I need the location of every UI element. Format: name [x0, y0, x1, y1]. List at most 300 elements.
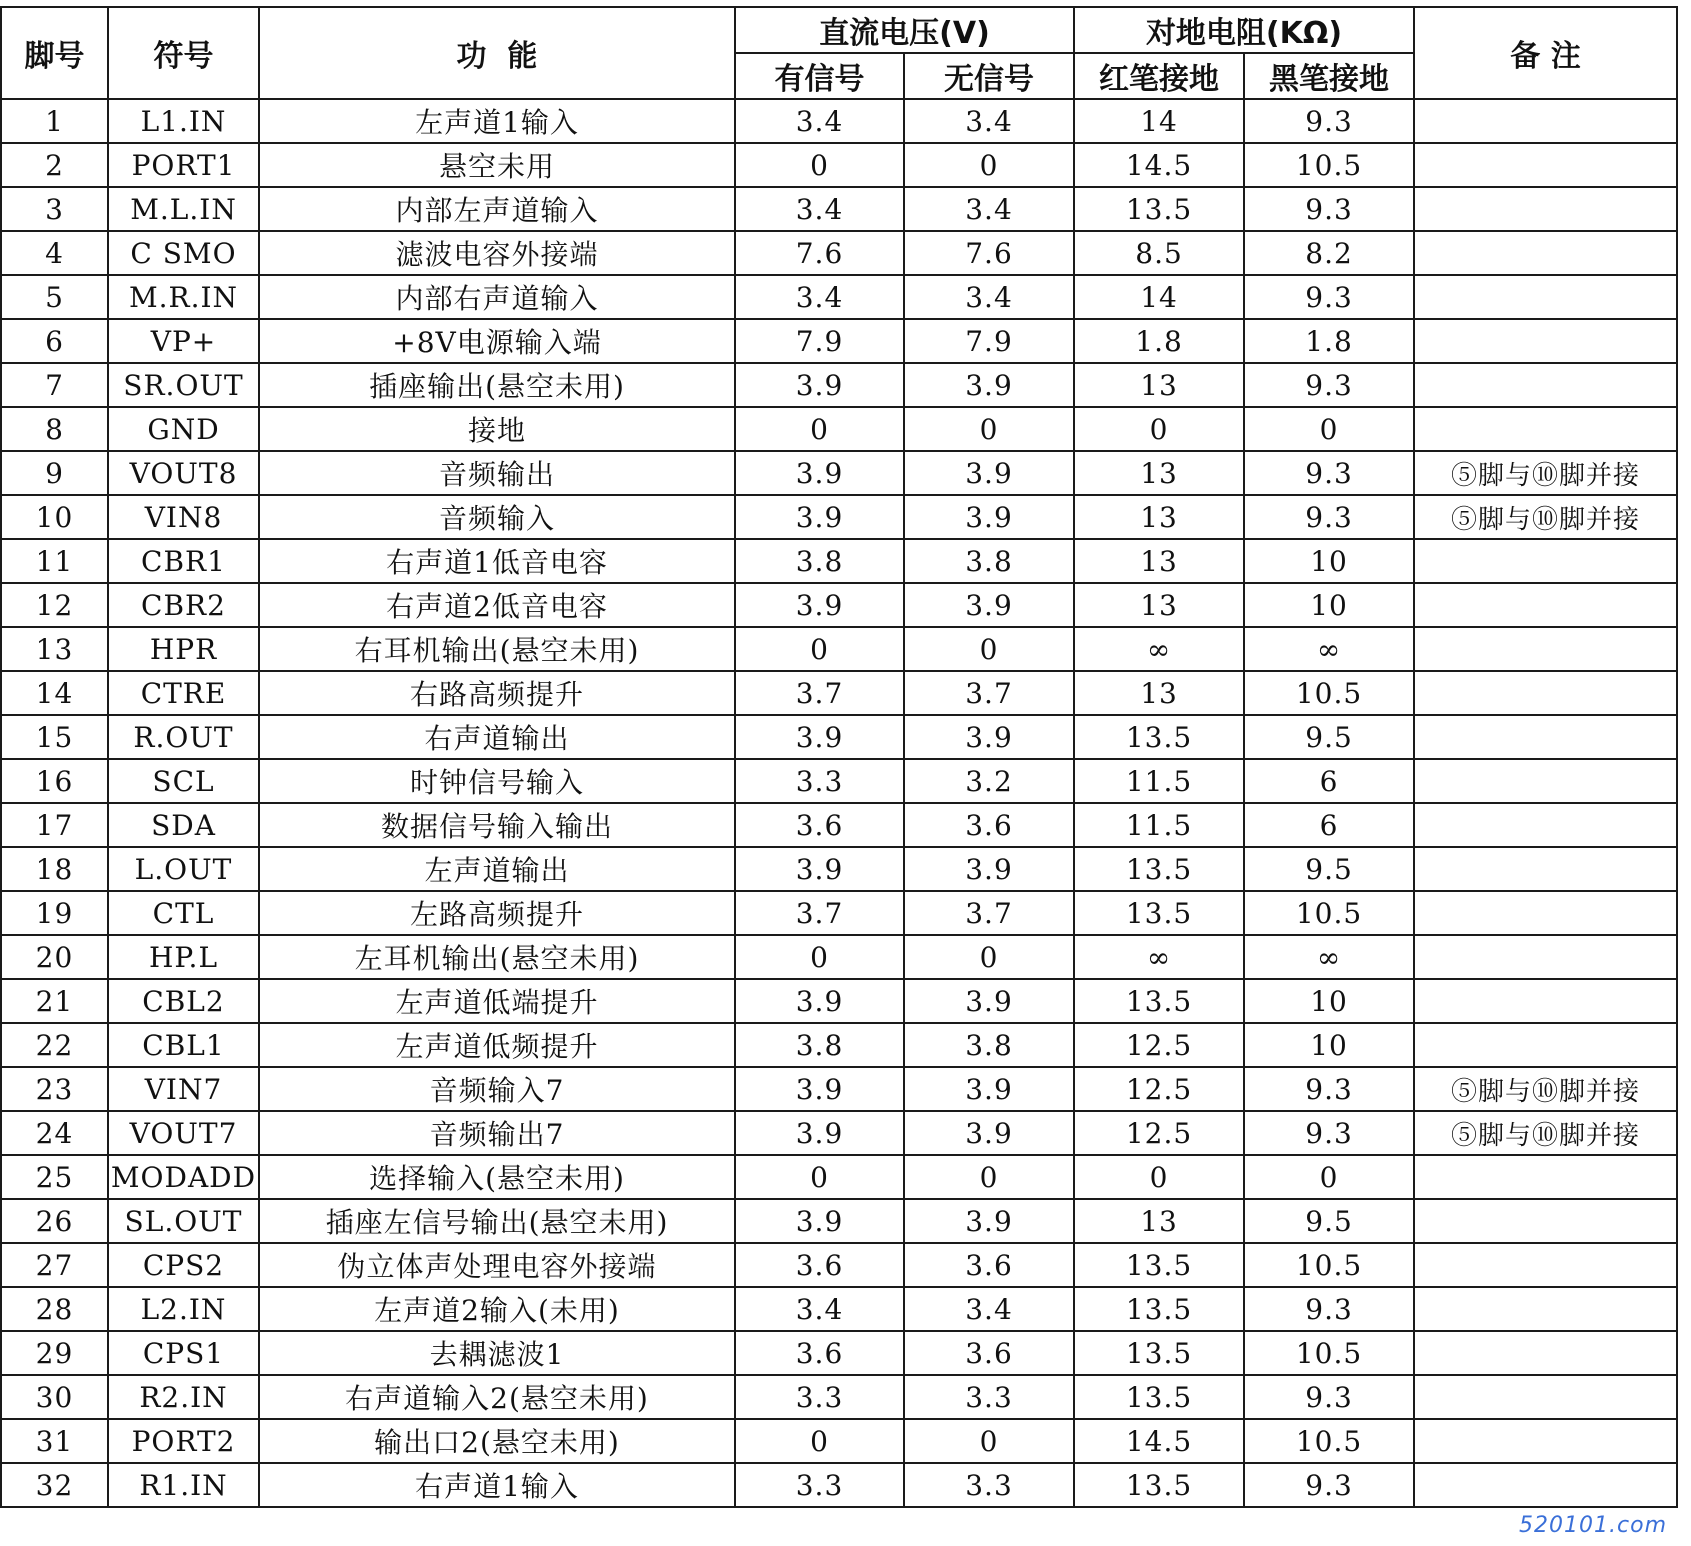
header-red-probe-ground: 红笔接地: [1074, 53, 1244, 99]
cell-pin: 25: [1, 1155, 108, 1199]
cell-symbol: R2.IN: [108, 1375, 259, 1419]
cell-resistance-red-probe: 14: [1074, 275, 1244, 319]
cell-remark: [1414, 891, 1677, 935]
cell-remark: ⑤脚与⑩脚并接: [1414, 1067, 1677, 1111]
cell-function: 右路高频提升: [259, 671, 735, 715]
table-row: [1, 1023, 1677, 1067]
cell-resistance-red-probe: 13: [1074, 583, 1244, 627]
cell-resistance-black-probe: 10.5: [1244, 891, 1414, 935]
cell-pin: 19: [1, 891, 108, 935]
table-row: [1, 231, 1677, 275]
cell-function: 左声道低频提升: [259, 1023, 735, 1067]
cell-symbol: L1.IN: [108, 99, 259, 143]
header-pin: 脚号: [1, 7, 108, 99]
cell-symbol: VIN8: [108, 495, 259, 539]
cell-voltage-with-signal: 3.9: [735, 451, 904, 495]
cell-resistance-black-probe: 6: [1244, 803, 1414, 847]
cell-symbol: SDA: [108, 803, 259, 847]
cell-resistance-black-probe: 10: [1244, 1023, 1414, 1067]
cell-remark: [1414, 1419, 1677, 1463]
cell-remark: [1414, 1243, 1677, 1287]
cell-function: 右声道2低音电容: [259, 583, 735, 627]
cell-function: 内部左声道输入: [259, 187, 735, 231]
header-ground-resistance: 对地电阻(KΩ): [1074, 7, 1414, 53]
cell-voltage-without-signal: 0: [904, 143, 1074, 187]
cell-resistance-black-probe: 1.8: [1244, 319, 1414, 363]
cell-pin: 23: [1, 1067, 108, 1111]
cell-voltage-with-signal: 3.4: [735, 1287, 904, 1331]
cell-resistance-black-probe: 9.3: [1244, 275, 1414, 319]
cell-remark: [1414, 1287, 1677, 1331]
cell-pin: 7: [1, 363, 108, 407]
cell-voltage-without-signal: 3.4: [904, 1287, 1074, 1331]
cell-pin: 14: [1, 671, 108, 715]
cell-voltage-with-signal: 7.6: [735, 231, 904, 275]
cell-resistance-black-probe: 9.5: [1244, 1199, 1414, 1243]
cell-resistance-black-probe: 10.5: [1244, 1243, 1414, 1287]
cell-symbol: SCL: [108, 759, 259, 803]
cell-voltage-without-signal: 0: [904, 935, 1074, 979]
table-row: [1, 1243, 1677, 1287]
cell-function: 右声道输出: [259, 715, 735, 759]
pin-data-table: [0, 6, 1678, 1508]
cell-resistance-red-probe: 13: [1074, 671, 1244, 715]
cell-voltage-without-signal: 3.9: [904, 715, 1074, 759]
cell-voltage-with-signal: 3.6: [735, 803, 904, 847]
cell-voltage-without-signal: 3.3: [904, 1463, 1074, 1507]
header-with-signal: 有信号: [735, 53, 904, 99]
cell-resistance-red-probe: 12.5: [1074, 1023, 1244, 1067]
cell-symbol: C SMO: [108, 231, 259, 275]
cell-voltage-without-signal: 3.8: [904, 539, 1074, 583]
cell-pin: 3: [1, 187, 108, 231]
cell-voltage-without-signal: 3.4: [904, 275, 1074, 319]
cell-remark: [1414, 1199, 1677, 1243]
cell-voltage-with-signal: 3.4: [735, 275, 904, 319]
table-row: [1, 1067, 1677, 1111]
table-row: [1, 495, 1677, 539]
cell-remark: [1414, 407, 1677, 451]
cell-resistance-black-probe: 9.3: [1244, 99, 1414, 143]
cell-resistance-black-probe: 9.3: [1244, 451, 1414, 495]
cell-voltage-with-signal: 3.4: [735, 187, 904, 231]
cell-function: 右声道输入2(悬空未用): [259, 1375, 735, 1419]
cell-resistance-red-probe: 13.5: [1074, 1375, 1244, 1419]
cell-symbol: M.R.IN: [108, 275, 259, 319]
cell-voltage-without-signal: 0: [904, 1419, 1074, 1463]
cell-voltage-with-signal: 3.3: [735, 1375, 904, 1419]
cell-pin: 2: [1, 143, 108, 187]
cell-pin: 27: [1, 1243, 108, 1287]
cell-symbol: CBL1: [108, 1023, 259, 1067]
cell-remark: [1414, 935, 1677, 979]
table-header: [1, 7, 1677, 99]
cell-voltage-with-signal: 3.9: [735, 979, 904, 1023]
cell-symbol: M.L.IN: [108, 187, 259, 231]
cell-voltage-with-signal: 3.9: [735, 363, 904, 407]
cell-voltage-without-signal: 3.9: [904, 847, 1074, 891]
cell-voltage-with-signal: 3.9: [735, 1067, 904, 1111]
cell-voltage-without-signal: 3.2: [904, 759, 1074, 803]
cell-pin: 10: [1, 495, 108, 539]
cell-resistance-red-probe: 13.5: [1074, 979, 1244, 1023]
cell-function: 右耳机输出(悬空未用): [259, 627, 735, 671]
cell-symbol: CBR1: [108, 539, 259, 583]
cell-voltage-without-signal: 7.9: [904, 319, 1074, 363]
table-row: [1, 1331, 1677, 1375]
cell-resistance-red-probe: 13.5: [1074, 1463, 1244, 1507]
cell-function: 去耦滤波1: [259, 1331, 735, 1375]
cell-remark: [1414, 847, 1677, 891]
cell-remark: [1414, 715, 1677, 759]
cell-voltage-without-signal: 0: [904, 627, 1074, 671]
cell-voltage-with-signal: 0: [735, 935, 904, 979]
cell-function: 数据信号输入输出: [259, 803, 735, 847]
cell-resistance-red-probe: 14.5: [1074, 1419, 1244, 1463]
cell-resistance-black-probe: 9.3: [1244, 1111, 1414, 1155]
cell-resistance-black-probe: ∞: [1244, 627, 1414, 671]
cell-pin: 16: [1, 759, 108, 803]
cell-resistance-black-probe: 10.5: [1244, 1331, 1414, 1375]
cell-symbol: VP+: [108, 319, 259, 363]
cell-remark: [1414, 363, 1677, 407]
cell-resistance-red-probe: 13.5: [1074, 715, 1244, 759]
header-dc-voltage: 直流电压(V): [735, 7, 1074, 53]
cell-voltage-without-signal: 3.6: [904, 1331, 1074, 1375]
cell-resistance-red-probe: 13.5: [1074, 891, 1244, 935]
cell-resistance-black-probe: 9.3: [1244, 1463, 1414, 1507]
cell-remark: [1414, 143, 1677, 187]
table-row: [1, 583, 1677, 627]
cell-voltage-without-signal: 3.9: [904, 1067, 1074, 1111]
cell-resistance-black-probe: 10.5: [1244, 1419, 1414, 1463]
cell-resistance-red-probe: 11.5: [1074, 803, 1244, 847]
cell-voltage-without-signal: 0: [904, 407, 1074, 451]
cell-symbol: PORT2: [108, 1419, 259, 1463]
cell-symbol: L2.IN: [108, 1287, 259, 1331]
cell-function: 内部右声道输入: [259, 275, 735, 319]
cell-pin: 31: [1, 1419, 108, 1463]
cell-pin: 21: [1, 979, 108, 1023]
cell-voltage-with-signal: 7.9: [735, 319, 904, 363]
cell-function: 左耳机输出(悬空未用): [259, 935, 735, 979]
cell-resistance-black-probe: 10: [1244, 979, 1414, 1023]
table-row: [1, 1463, 1677, 1507]
cell-function: 输出口2(悬空未用): [259, 1419, 735, 1463]
table-row: [1, 847, 1677, 891]
cell-resistance-red-probe: 1.8: [1074, 319, 1244, 363]
cell-symbol: HPR: [108, 627, 259, 671]
cell-voltage-without-signal: 3.9: [904, 1111, 1074, 1155]
cell-resistance-black-probe: 9.3: [1244, 363, 1414, 407]
cell-resistance-black-probe: 8.2: [1244, 231, 1414, 275]
header-function: 功 能: [259, 7, 735, 99]
cell-resistance-black-probe: 9.3: [1244, 1287, 1414, 1331]
cell-resistance-red-probe: 12.5: [1074, 1067, 1244, 1111]
cell-function: 音频输入: [259, 495, 735, 539]
cell-function: 音频输入7: [259, 1067, 735, 1111]
table-row: [1, 187, 1677, 231]
cell-voltage-without-signal: 3.7: [904, 671, 1074, 715]
cell-resistance-red-probe: 13.5: [1074, 847, 1244, 891]
cell-voltage-without-signal: 3.8: [904, 1023, 1074, 1067]
cell-voltage-with-signal: 0: [735, 143, 904, 187]
cell-resistance-black-probe: 9.3: [1244, 1067, 1414, 1111]
cell-resistance-red-probe: 12.5: [1074, 1111, 1244, 1155]
table-row: [1, 759, 1677, 803]
cell-voltage-with-signal: 3.9: [735, 847, 904, 891]
cell-voltage-with-signal: 3.6: [735, 1243, 904, 1287]
table-row: [1, 363, 1677, 407]
cell-pin: 13: [1, 627, 108, 671]
cell-resistance-black-probe: 6: [1244, 759, 1414, 803]
cell-voltage-with-signal: 3.6: [735, 1331, 904, 1375]
cell-remark: [1414, 1331, 1677, 1375]
cell-voltage-with-signal: 3.9: [735, 495, 904, 539]
cell-pin: 9: [1, 451, 108, 495]
cell-symbol: VIN7: [108, 1067, 259, 1111]
cell-voltage-without-signal: 3.9: [904, 451, 1074, 495]
cell-symbol: CTRE: [108, 671, 259, 715]
cell-voltage-without-signal: 3.9: [904, 1199, 1074, 1243]
cell-voltage-with-signal: 3.7: [735, 671, 904, 715]
table-row: [1, 1199, 1677, 1243]
cell-voltage-without-signal: 3.9: [904, 495, 1074, 539]
cell-resistance-red-probe: 0: [1074, 407, 1244, 451]
cell-function: 插座输出(悬空未用): [259, 363, 735, 407]
cell-symbol: L.OUT: [108, 847, 259, 891]
cell-function: 左声道1输入: [259, 99, 735, 143]
cell-remark: [1414, 231, 1677, 275]
cell-voltage-with-signal: 0: [735, 627, 904, 671]
cell-resistance-red-probe: 13.5: [1074, 1243, 1244, 1287]
table-row: [1, 1375, 1677, 1419]
cell-resistance-red-probe: ∞: [1074, 935, 1244, 979]
table-row: [1, 143, 1677, 187]
table-row: [1, 99, 1677, 143]
header-remark: 备 注: [1414, 7, 1677, 99]
cell-pin: 24: [1, 1111, 108, 1155]
cell-function: 插座左信号输出(悬空未用): [259, 1199, 735, 1243]
cell-resistance-black-probe: 10.5: [1244, 671, 1414, 715]
cell-remark: [1414, 979, 1677, 1023]
cell-resistance-red-probe: 13.5: [1074, 187, 1244, 231]
cell-function: 伪立体声处理电容外接端: [259, 1243, 735, 1287]
cell-resistance-red-probe: 0: [1074, 1155, 1244, 1199]
cell-function: 左声道低端提升: [259, 979, 735, 1023]
cell-resistance-red-probe: 13: [1074, 1199, 1244, 1243]
cell-resistance-red-probe: 14: [1074, 99, 1244, 143]
cell-resistance-red-probe: ∞: [1074, 627, 1244, 671]
cell-resistance-black-probe: 9.5: [1244, 715, 1414, 759]
cell-function: 悬空未用: [259, 143, 735, 187]
cell-symbol: SL.OUT: [108, 1199, 259, 1243]
cell-pin: 1: [1, 99, 108, 143]
table-row: [1, 627, 1677, 671]
cell-pin: 4: [1, 231, 108, 275]
cell-remark: [1414, 187, 1677, 231]
cell-pin: 12: [1, 583, 108, 627]
cell-resistance-black-probe: ∞: [1244, 935, 1414, 979]
table-row: [1, 715, 1677, 759]
cell-voltage-with-signal: 3.7: [735, 891, 904, 935]
cell-function: 选择输入(悬空未用): [259, 1155, 735, 1199]
cell-remark: ⑤脚与⑩脚并接: [1414, 495, 1677, 539]
cell-remark: [1414, 803, 1677, 847]
cell-remark: [1414, 1463, 1677, 1507]
cell-voltage-without-signal: 7.6: [904, 231, 1074, 275]
table-row: [1, 1155, 1677, 1199]
cell-symbol: CBL2: [108, 979, 259, 1023]
cell-function: 右声道1低音电容: [259, 539, 735, 583]
cell-resistance-black-probe: 10.5: [1244, 143, 1414, 187]
cell-remark: [1414, 275, 1677, 319]
table-row: [1, 319, 1677, 363]
cell-function: 时钟信号输入: [259, 759, 735, 803]
cell-resistance-red-probe: 13: [1074, 539, 1244, 583]
cell-symbol: R1.IN: [108, 1463, 259, 1507]
cell-voltage-with-signal: 0: [735, 407, 904, 451]
table-row: [1, 803, 1677, 847]
cell-remark: [1414, 671, 1677, 715]
cell-pin: 11: [1, 539, 108, 583]
cell-resistance-red-probe: 13: [1074, 451, 1244, 495]
cell-pin: 26: [1, 1199, 108, 1243]
header-symbol: 符号: [108, 7, 259, 99]
cell-function: 左声道输出: [259, 847, 735, 891]
cell-voltage-with-signal: 0: [735, 1155, 904, 1199]
cell-symbol: MODADD: [108, 1155, 259, 1199]
cell-voltage-with-signal: 3.3: [735, 1463, 904, 1507]
cell-voltage-without-signal: 3.9: [904, 979, 1074, 1023]
cell-voltage-without-signal: 3.6: [904, 1243, 1074, 1287]
table-row: [1, 979, 1677, 1023]
table-row: [1, 1287, 1677, 1331]
cell-remark: [1414, 759, 1677, 803]
cell-symbol: VOUT7: [108, 1111, 259, 1155]
cell-resistance-red-probe: 13.5: [1074, 1331, 1244, 1375]
cell-voltage-with-signal: 3.9: [735, 715, 904, 759]
cell-symbol: PORT1: [108, 143, 259, 187]
cell-symbol: HP.L: [108, 935, 259, 979]
cell-pin: 17: [1, 803, 108, 847]
table-body: [1, 99, 1677, 1507]
cell-resistance-red-probe: 13.5: [1074, 1287, 1244, 1331]
table-row: [1, 451, 1677, 495]
cell-resistance-red-probe: 14.5: [1074, 143, 1244, 187]
cell-pin: 32: [1, 1463, 108, 1507]
cell-remark: [1414, 99, 1677, 143]
cell-remark: [1414, 1023, 1677, 1067]
cell-resistance-black-probe: 10: [1244, 539, 1414, 583]
cell-voltage-without-signal: 3.6: [904, 803, 1074, 847]
cell-symbol: CPS2: [108, 1243, 259, 1287]
cell-pin: 29: [1, 1331, 108, 1375]
cell-resistance-black-probe: 0: [1244, 407, 1414, 451]
cell-symbol: CBR2: [108, 583, 259, 627]
header-black-probe-ground: 黑笔接地: [1244, 53, 1414, 99]
cell-voltage-without-signal: 3.3: [904, 1375, 1074, 1419]
cell-resistance-red-probe: 13: [1074, 363, 1244, 407]
cell-function: 音频输出: [259, 451, 735, 495]
cell-function: +8V电源输入端: [259, 319, 735, 363]
cell-voltage-without-signal: 3.7: [904, 891, 1074, 935]
cell-resistance-black-probe: 10: [1244, 583, 1414, 627]
table-row: [1, 891, 1677, 935]
cell-pin: 30: [1, 1375, 108, 1419]
cell-voltage-with-signal: 3.9: [735, 1199, 904, 1243]
watermark-logo: 520101.com: [1519, 1513, 1667, 1538]
table-row: [1, 539, 1677, 583]
cell-voltage-with-signal: 3.9: [735, 583, 904, 627]
cell-voltage-with-signal: 3.3: [735, 759, 904, 803]
cell-remark: [1414, 627, 1677, 671]
cell-resistance-red-probe: 11.5: [1074, 759, 1244, 803]
cell-resistance-black-probe: 9.3: [1244, 1375, 1414, 1419]
cell-voltage-without-signal: 0: [904, 1155, 1074, 1199]
table-row: [1, 275, 1677, 319]
cell-symbol: R.OUT: [108, 715, 259, 759]
cell-remark: [1414, 1155, 1677, 1199]
cell-function: 音频输出7: [259, 1111, 735, 1155]
cell-pin: 6: [1, 319, 108, 363]
cell-voltage-with-signal: 3.8: [735, 1023, 904, 1067]
cell-remark: [1414, 319, 1677, 363]
cell-pin: 5: [1, 275, 108, 319]
cell-voltage-with-signal: 3.9: [735, 1111, 904, 1155]
cell-function: 右声道1输入: [259, 1463, 735, 1507]
cell-pin: 15: [1, 715, 108, 759]
cell-voltage-with-signal: 3.4: [735, 99, 904, 143]
cell-resistance-red-probe: 8.5: [1074, 231, 1244, 275]
cell-remark: [1414, 583, 1677, 627]
cell-function: 左声道2输入(未用): [259, 1287, 735, 1331]
cell-pin: 8: [1, 407, 108, 451]
cell-symbol: SR.OUT: [108, 363, 259, 407]
cell-function: 接地: [259, 407, 735, 451]
table-row: [1, 1111, 1677, 1155]
table-row: [1, 1419, 1677, 1463]
cell-voltage-without-signal: 3.4: [904, 187, 1074, 231]
cell-voltage-with-signal: 3.8: [735, 539, 904, 583]
cell-remark: [1414, 539, 1677, 583]
cell-voltage-without-signal: 3.9: [904, 583, 1074, 627]
cell-resistance-black-probe: 0: [1244, 1155, 1414, 1199]
cell-pin: 28: [1, 1287, 108, 1331]
cell-remark: ⑤脚与⑩脚并接: [1414, 451, 1677, 495]
cell-pin: 18: [1, 847, 108, 891]
cell-symbol: CTL: [108, 891, 259, 935]
cell-voltage-without-signal: 3.4: [904, 99, 1074, 143]
cell-resistance-black-probe: 9.3: [1244, 495, 1414, 539]
cell-symbol: CPS1: [108, 1331, 259, 1375]
cell-symbol: VOUT8: [108, 451, 259, 495]
cell-resistance-black-probe: 9.3: [1244, 187, 1414, 231]
cell-voltage-with-signal: 0: [735, 1419, 904, 1463]
cell-remark: [1414, 1375, 1677, 1419]
table-row: [1, 671, 1677, 715]
cell-symbol: GND: [108, 407, 259, 451]
cell-pin: 20: [1, 935, 108, 979]
cell-pin: 22: [1, 1023, 108, 1067]
cell-function: 左路高频提升: [259, 891, 735, 935]
table-row: [1, 407, 1677, 451]
cell-resistance-black-probe: 9.5: [1244, 847, 1414, 891]
header-without-signal: 无信号: [904, 53, 1074, 99]
cell-function: 滤波电容外接端: [259, 231, 735, 275]
cell-resistance-red-probe: 13: [1074, 495, 1244, 539]
cell-voltage-without-signal: 3.9: [904, 363, 1074, 407]
